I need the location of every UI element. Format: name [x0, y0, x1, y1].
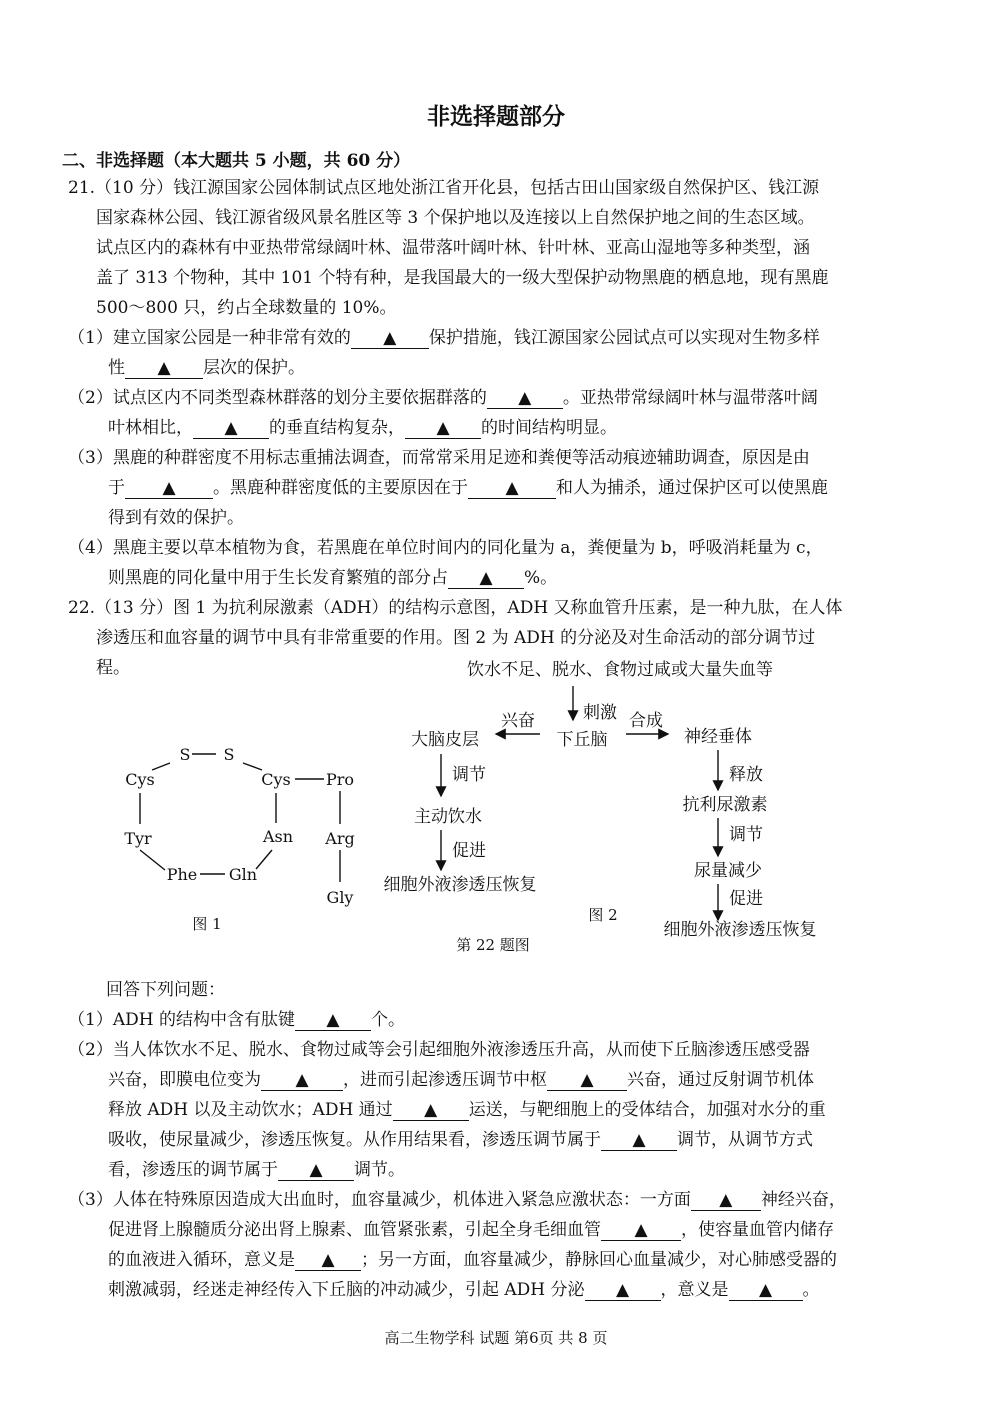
answer-blank[interactable]: ▲ [295, 1010, 371, 1031]
answer-blank[interactable]: ▲ [351, 328, 429, 349]
q22-stem-line: 渗透压和血容量的调节中具有非常重要的作用。图 2 为 ADH 的分泌及对生命活动的部分调节过 [96, 628, 816, 648]
q22-stem-line: 22.（13 分）图 1 为抗利尿激素（ADH）的结构示意图，ADH 又称血管升压素，是一种九肽，在人体 [68, 598, 843, 618]
answer-blank[interactable]: ▲ [601, 1220, 681, 1241]
sulfur-right: S [223, 745, 235, 764]
answer-blank[interactable]: ▲ [261, 1070, 343, 1091]
answer-blank[interactable]: ▲ [729, 1280, 803, 1301]
q22-sub2-cont: 释放 ADH 以及主动饮水；ADH 通过 ▲ 运送，与靶细胞上的受体结合，加强对水分的重 [108, 1100, 826, 1120]
q22-sub2: （2）当人体饮水不足、脱水、食物过咸等会引起细胞外液渗透压升高，从而使下丘脑渗透压感受器 [68, 1040, 810, 1060]
q22-sub1: （1）ADH 的结构中含有肽键 ▲ 个。 [68, 1010, 405, 1030]
q21-stem-line: 国家森林公园、钱江源省级风景名胜区等 3 个保护地以及连接以上自然保护地之间的生态区域。 [96, 208, 815, 228]
answer-blank[interactable]: ▲ [547, 1070, 627, 1091]
residue-gln: Gln [228, 865, 258, 884]
q22-sub2-cont: 看，渗透压的调节属于 ▲ 调节。 [108, 1160, 405, 1180]
residue-asn: Asn [262, 827, 294, 846]
q22-sub2-cont: 吸收，使尿量减少，渗透压恢复。从作用结果看，渗透压调节属于 ▲ 调节，从调节方式 [108, 1130, 813, 1150]
q22-stem-line: 程。 [96, 658, 130, 678]
q21-stem-line: 试点区内的森林有中亚热带常绿阔叶林、温带落叶阔叶林、针叶林、亚高山湿地等多种类型，涵 [96, 238, 810, 258]
hypothalamus-node: 下丘脑 [556, 730, 608, 750]
residue-cys-6: Cys [261, 770, 291, 789]
answer-blank[interactable]: ▲ [278, 1160, 354, 1181]
answer-blank[interactable]: ▲ [601, 1130, 677, 1151]
q21-sub3: （3）黑鹿的种群密度不用标志重捕法调查，而常常采用足迹和粪便等活动痕迹辅助调查，原因是由 [68, 448, 810, 468]
q22-sub3-cont: 促进肾上腺髓质分泌出肾上腺素、血管紧张素，引起全身毛细血管 ▲ ，使容量血管内储存 [108, 1220, 834, 1240]
answer-blank[interactable]: ▲ [193, 418, 269, 439]
recover-node-2: 细胞外液渗透压恢复 [663, 920, 817, 940]
regulate-label: 调节 [452, 765, 486, 785]
recover-node: 细胞外液渗透压恢复 [383, 875, 537, 895]
residue-arg: Arg [325, 829, 355, 848]
answer-blank[interactable]: ▲ [487, 388, 563, 409]
answer-blank[interactable]: ▲ [448, 568, 524, 589]
q21-sub2-cont: 叶林相比， ▲ 的垂直结构复杂， ▲ 的时间结构明显。 [108, 418, 617, 438]
q21-stem-line: 500～800 只，约占全球数量的 10%。 [96, 298, 397, 318]
stimulus-node: 饮水不足、脱水、食物过咸或大量失血等 [467, 660, 773, 680]
figure-1-adh-structure [124, 745, 354, 933]
figure-2-flowchart [384, 660, 817, 940]
residue-gly: Gly [326, 888, 354, 907]
q21-sub3-cont: 得到有效的保护。 [108, 508, 244, 528]
promote-label-2: 促进 [729, 889, 763, 909]
section-heading: 二、非选择题（本大题共 5 小题，共 60 分） [62, 151, 411, 171]
drink-node: 主动饮水 [414, 807, 482, 827]
page-title: 非选择题部分 [427, 103, 565, 130]
urine-node: 尿量减少 [694, 861, 762, 881]
answer-blank[interactable]: ▲ [468, 478, 556, 499]
q21-stem-line: 盖了 313 个物种，其中 101 个特有种，是我国最大的一级大型保护动物黑鹿的栖息地，现有黑鹿 [96, 268, 829, 288]
promote-label: 促进 [452, 841, 486, 861]
bond-line [152, 763, 170, 770]
answer-blank[interactable]: ▲ [125, 358, 203, 379]
q21-sub4-cont: 则黑鹿的同化量中用于生长发育繁殖的部分占 ▲ %。 [108, 568, 558, 588]
bond-line [243, 763, 262, 770]
figure-caption: 第 22 题图 [456, 936, 530, 954]
answer-blank[interactable]: ▲ [125, 478, 213, 499]
figure-1-caption: 图 1 [192, 915, 222, 933]
answer-blank[interactable]: ▲ [691, 1190, 761, 1211]
q21-stem-line: 21.（10 分）钱江源国家公园体制试点区地处浙江省开化县，包括古田山国家级自然保护区、钱江源 [68, 178, 820, 198]
bond-line [140, 850, 165, 870]
q21-sub2: （2）试点区内不同类型森林群落的划分主要依据群落的 ▲ 。亚热带常绿阔叶林与温带落叶阔 [68, 388, 818, 408]
q22-sub3: （3）人体在特殊原因造成大出血时，血容量减少，机体进入紧急应激状态：一方面 ▲ 神经兴奋， [68, 1190, 846, 1210]
stimulus-label: 刺激 [583, 703, 617, 723]
q22-sub3-cont: 刺激减弱，经迷走神经传入下丘脑的冲动减少，引起 ADH 分泌 ▲ ，意义是 ▲ 。 [108, 1280, 820, 1300]
answer-blank[interactable]: ▲ [295, 1250, 361, 1271]
figure-2-caption: 图 2 [588, 906, 618, 924]
q22-sub3-cont: 的血液进入循环，意义是 ▲ ；另一方面，血容量减少，静脉回心血量减少，对心肺感受器的 [108, 1250, 837, 1270]
residue-pro: Pro [325, 770, 355, 789]
bond-line [256, 850, 272, 869]
excite-label: 兴奋 [501, 711, 535, 731]
adh-node: 抗利尿激素 [682, 795, 768, 815]
answer-intro: 回答下列问题： [106, 980, 225, 1000]
pituitary-node: 神经垂体 [684, 727, 752, 747]
q21-sub4: （4）黑鹿主要以草本植物为食，若黑鹿在单位时间内的同化量为 a，粪便量为 b，呼吸消耗量为 c， [68, 538, 823, 558]
q22-figures [0, 650, 992, 970]
page-footer: 高二生物学科 试题 第6页 共 8 页 [384, 1329, 608, 1347]
answer-blank[interactable]: ▲ [405, 418, 481, 439]
synthesis-label: 合成 [629, 711, 663, 731]
residue-phe: Phe [166, 865, 198, 884]
cortex-node: 大脑皮层 [411, 730, 479, 750]
answer-blank[interactable]: ▲ [585, 1280, 661, 1301]
q21-sub3-cont: 于 ▲ 。黑鹿种群密度低的主要原因在于 ▲ 和人为捕杀，通过保护区可以使黑鹿 [108, 478, 828, 498]
answer-blank[interactable]: ▲ [393, 1100, 469, 1121]
q21-sub1: （1）建立国家公园是一种非常有效的 ▲ 保护措施，钱江源国家公园试点可以实现对生物多样 [68, 328, 820, 348]
release-label: 释放 [729, 765, 763, 785]
residue-tyr: Tyr [124, 829, 152, 848]
q22-sub2-cont: 兴奋，即膜电位变为 ▲ ，进而引起渗透压调节中枢 ▲ 兴奋，通过反射调节机体 [108, 1070, 814, 1090]
sulfur-left: S [179, 745, 191, 764]
q21-sub1-cont: 性 ▲ 层次的保护。 [108, 358, 305, 378]
residue-cys-1: Cys [125, 770, 155, 789]
regulate-label-2: 调节 [729, 825, 763, 845]
